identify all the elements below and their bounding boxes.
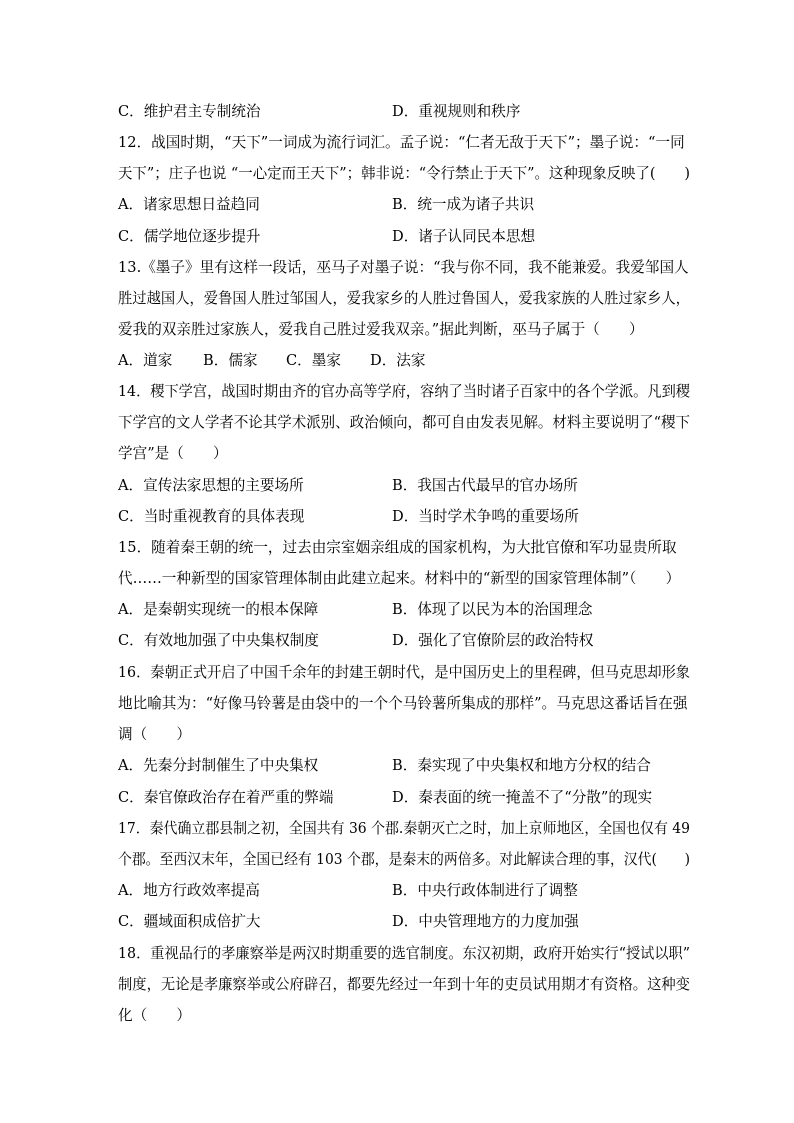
q17-option-d: D．中央管理地方的力度加强	[392, 913, 579, 930]
q15-option-d: D．强化了官僚阶层的政治特权	[392, 632, 594, 649]
q15-option-c: C．有效地加强了中央集权制度	[118, 632, 319, 649]
q18-stem-line-1: 18．重视品行的孝廉察举是两汉时期重要的选官制度。东汉初期，政府开始实行“授试以职”	[118, 945, 691, 962]
q12-option-a: A．诸家思想日益趋同	[118, 196, 260, 213]
q11-option-d: D．重视规则和秩序	[392, 103, 521, 120]
q17-stem-line-2: 个郡。至西汉末年，全国已经有 103 个郡，是秦末的两倍多。对此解读合理的事，汉代( )	[118, 851, 690, 868]
q17-option-a: A．地方行政效率提高	[118, 882, 260, 899]
q13-stem-line-2: 胜过越国人，爱鲁国人胜过邹国人，爱我家乡的人胜过鲁国人，爱我家族的人胜过家乡人，	[118, 290, 690, 307]
q15-stem-line-2: 代……一种新型的国家管理体制由此建立起来。材料中的“新型的国家管理体制”（ ）	[118, 570, 681, 587]
q12-stem-line-2: 天下”；庄子也说 “一心定而王天下”；韩非说：“令行禁止于天下”。这种现象反映了( )	[118, 165, 691, 182]
q16-option-b: B．秦实现了中央集权和地方分权的结合	[392, 757, 651, 774]
q16-option-a: A．先秦分封制催生了中央集权	[118, 757, 319, 774]
q14-stem-line-1: 14．稷下学宫，战国时期由齐的官办高等学府，容纳了当时诸子百家中的各个学派。凡到稷	[118, 383, 690, 400]
q16-stem-line-2: 地比喻其为：“好像马铃薯是由袋中的一个个马铃薯所集成的那样”。马克思这番话旨在强	[118, 695, 688, 712]
q16-stem-line-1: 16．秦朝正式开启了中国千余年的封建王朝时代，是中国历史上的里程碑，但马克思却形象	[118, 664, 690, 681]
q12-option-b: B．统一成为诸子共识	[392, 196, 535, 213]
q18-stem-line-2: 制度，无论是孝廉察举或公府辟召，都要先经过一年到十年的吏员试用期才有资格。这种变	[118, 976, 690, 993]
q14-stem-line-2: 下学宫的文人学者不论其学术派别、政治倾向，都可自由发表见解。材料主要说明了“稷下	[118, 414, 691, 431]
q13-stem-line-1: 13.《墨子》里有这样一段话，巫马子对墨子说：“我与你不同，我不能兼爱。我爱邹国人	[118, 259, 689, 276]
q14-option-d: D．当时学术争鸣的重要场所	[392, 508, 579, 525]
q17-stem-line-1: 17．秦代确立郡县制之初，全国共有 36 个郡.秦朝灭亡之时，加上京师地区，全国也仅有 49	[118, 820, 691, 837]
q14-option-a: A．宣传法家思想的主要场所	[118, 477, 304, 494]
q17-option-c: C．疆域面积成倍扩大	[118, 913, 261, 930]
q17-option-b: B．中央行政体制进行了调整	[392, 882, 578, 899]
q13-stem-line-3: 爱我的双亲胜过家族人，爱我自己胜过爱我双亲。”据此判断，巫马子属于（ ）	[118, 321, 644, 338]
q12-stem-line-1: 12．战国时期，“天下”一词成为流行词汇。孟子说：“仁者无敌于天下”；墨子说：“一同	[118, 134, 685, 151]
q16-option-d: D．秦表面的统一掩盖不了“分散”的现实	[392, 789, 653, 806]
q14-stem-line-3: 学宫”是（ ）	[118, 445, 228, 462]
q18-stem-line-3: 化（ ）	[118, 1007, 191, 1024]
q14-option-b: B．我国古代最早的官办场所	[392, 477, 578, 494]
q11-option-c: C．维护君主专制统治	[118, 103, 261, 120]
q13-options	[118, 351, 678, 371]
q13-option-d: D．法家	[370, 352, 426, 369]
q13-option-c: C．墨家	[286, 352, 341, 369]
q16-option-c: C．秦官僚政治存在着严重的弊端	[118, 789, 334, 806]
q12-option-c: C．儒学地位逐步提升	[118, 228, 261, 245]
q13-option-a: A．道家	[118, 352, 173, 369]
q14-option-c: C．当时重视教育的具体表现	[118, 508, 305, 525]
q15-stem-line-1: 15．随着秦王朝的统一，过去由宗室姻亲组成的国家机构，为大批官僚和军功显贵所取	[118, 539, 677, 556]
q15-option-a: A．是秦朝实现统一的根本保障	[118, 601, 319, 618]
q13-option-b: B．儒家	[203, 352, 258, 369]
q12-option-d: D．诸子认同民本思想	[392, 228, 536, 245]
q16-stem-line-3: 调（ ）	[118, 726, 191, 743]
q15-option-b: B．体现了以民为本的治国理念	[392, 601, 593, 618]
